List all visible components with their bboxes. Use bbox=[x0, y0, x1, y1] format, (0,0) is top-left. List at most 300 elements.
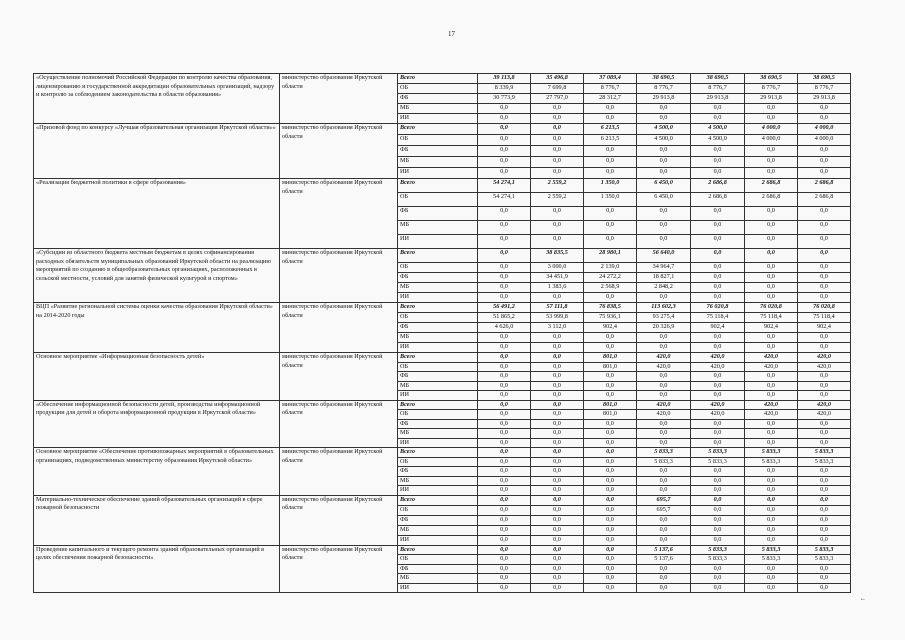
funding-source: ИИ bbox=[398, 438, 478, 448]
amount-cell: 420,0 bbox=[637, 410, 691, 420]
amount-cell: 0,0 bbox=[745, 157, 798, 168]
amount-cell: 0,0 bbox=[691, 168, 745, 179]
amount-cell: 54 274,1 bbox=[478, 179, 531, 193]
amount-cell: 6 450,0 bbox=[637, 193, 691, 207]
funding-source: ФБ bbox=[398, 323, 478, 333]
table-row bbox=[34, 353, 851, 363]
amount-cell: 57 111,8 bbox=[531, 303, 584, 313]
funding-source: ОБ bbox=[398, 410, 478, 420]
amount-cell: 0,0 bbox=[531, 583, 584, 593]
amount-cell: 75 118,4 bbox=[691, 313, 745, 323]
amount-cell: 0,0 bbox=[798, 168, 851, 179]
table-row bbox=[34, 179, 851, 193]
amount-cell: 0,0 bbox=[637, 157, 691, 168]
amount-cell: 0,0 bbox=[745, 221, 798, 235]
amount-cell: 0,0 bbox=[691, 293, 745, 303]
amount-cell: 0,0 bbox=[531, 564, 584, 574]
amount-cell: 0,0 bbox=[584, 486, 637, 496]
amount-cell: 801,0 bbox=[584, 353, 637, 363]
amount-cell: 0,0 bbox=[745, 114, 798, 124]
amount-cell: 0,0 bbox=[531, 124, 584, 135]
amount-cell: 18 827,1 bbox=[637, 273, 691, 283]
amount-cell: 0,0 bbox=[691, 157, 745, 168]
amount-cell: 0,0 bbox=[531, 235, 584, 249]
amount-cell: 6 213,5 bbox=[584, 124, 637, 135]
funding-source: ФБ bbox=[398, 94, 478, 104]
funding-source: Всего bbox=[398, 303, 478, 313]
amount-cell: 0,0 bbox=[478, 249, 531, 263]
amount-cell: 0,0 bbox=[531, 410, 584, 420]
amount-cell: 54 274,1 bbox=[478, 193, 531, 207]
amount-cell: 0,0 bbox=[798, 391, 851, 401]
amount-cell: 0,0 bbox=[745, 168, 798, 179]
funding-source: ФБ bbox=[398, 419, 478, 429]
funding-source: ОБ bbox=[398, 457, 478, 467]
amount-cell: 801,0 bbox=[584, 362, 637, 372]
amount-cell: 29 913,8 bbox=[637, 94, 691, 104]
amount-cell: 420,0 bbox=[691, 362, 745, 372]
amount-cell: 0,0 bbox=[637, 221, 691, 235]
amount-cell: 75 118,4 bbox=[798, 313, 851, 323]
amount-cell: 4 000,0 bbox=[745, 124, 798, 135]
amount-cell: 0,0 bbox=[478, 124, 531, 135]
amount-cell: 0,0 bbox=[478, 505, 531, 515]
amount-cell: 0,0 bbox=[798, 343, 851, 353]
amount-cell: 0,0 bbox=[531, 505, 584, 515]
amount-cell: 8 339,9 bbox=[478, 84, 531, 94]
amount-cell: 0,0 bbox=[478, 333, 531, 343]
executor: министерство образования Иркутской области bbox=[280, 249, 398, 303]
amount-cell: 695,7 bbox=[637, 505, 691, 515]
amount-cell: 2 686,8 bbox=[798, 193, 851, 207]
amount-cell: 0,0 bbox=[478, 273, 531, 283]
amount-cell: 5 833,3 bbox=[745, 545, 798, 555]
amount-cell: 0,0 bbox=[691, 343, 745, 353]
amount-cell: 0,0 bbox=[478, 545, 531, 555]
amount-cell: 0,0 bbox=[584, 221, 637, 235]
measure-name: «Призовой фонд по конкурсу «Лучшая образовательная организация Иркутской области»» bbox=[34, 124, 280, 179]
amount-cell: 0,0 bbox=[798, 221, 851, 235]
amount-cell: 0,0 bbox=[584, 438, 637, 448]
corner-mark: ← bbox=[860, 596, 866, 602]
amount-cell: 0,0 bbox=[691, 263, 745, 273]
amount-cell: 0,0 bbox=[637, 486, 691, 496]
executor: министерство образования Иркутской области bbox=[280, 400, 398, 448]
amount-cell: 5 833,3 bbox=[637, 457, 691, 467]
table-row bbox=[34, 74, 851, 84]
amount-cell: 0,0 bbox=[531, 381, 584, 391]
amount-cell: 0,0 bbox=[584, 157, 637, 168]
amount-cell: 420,0 bbox=[745, 410, 798, 420]
amount-cell: 20 326,9 bbox=[637, 323, 691, 333]
amount-cell: 2 559,2 bbox=[531, 179, 584, 193]
amount-cell: 5 833,3 bbox=[691, 555, 745, 565]
amount-cell: 0,0 bbox=[531, 333, 584, 343]
amount-cell: 0,0 bbox=[637, 333, 691, 343]
amount-cell: 0,0 bbox=[745, 293, 798, 303]
amount-cell: 420,0 bbox=[798, 362, 851, 372]
amount-cell: 0,0 bbox=[691, 564, 745, 574]
amount-cell: 0,0 bbox=[798, 333, 851, 343]
amount-cell: 0,0 bbox=[798, 583, 851, 593]
amount-cell: 0,0 bbox=[531, 157, 584, 168]
amount-cell: 1 350,0 bbox=[584, 179, 637, 193]
amount-cell: 0,0 bbox=[637, 146, 691, 157]
amount-cell: 2 686,8 bbox=[798, 179, 851, 193]
amount-cell: 0,0 bbox=[691, 486, 745, 496]
amount-cell: 0,0 bbox=[637, 574, 691, 584]
amount-cell: 0,0 bbox=[798, 429, 851, 439]
amount-cell: 0,0 bbox=[531, 448, 584, 458]
amount-cell: 0,0 bbox=[478, 574, 531, 584]
amount-cell: 76 020,8 bbox=[798, 303, 851, 313]
executor: министерство образования Иркутской области bbox=[280, 545, 398, 593]
amount-cell: 0,0 bbox=[691, 438, 745, 448]
amount-cell: 420,0 bbox=[691, 400, 745, 410]
amount-cell: 0,0 bbox=[798, 438, 851, 448]
amount-cell: 0,0 bbox=[745, 104, 798, 114]
executor: министерство образования Иркутской области bbox=[280, 353, 398, 401]
amount-cell: 0,0 bbox=[531, 135, 584, 146]
amount-cell: 0,0 bbox=[691, 515, 745, 525]
amount-cell: 0,0 bbox=[531, 353, 584, 363]
amount-cell: 902,4 bbox=[798, 323, 851, 333]
amount-cell: 0,0 bbox=[584, 146, 637, 157]
amount-cell: 2 568,9 bbox=[584, 283, 637, 293]
amount-cell: 0,0 bbox=[531, 545, 584, 555]
amount-cell: 0,0 bbox=[478, 362, 531, 372]
funding-source: ОБ bbox=[398, 193, 478, 207]
amount-cell: 0,0 bbox=[745, 343, 798, 353]
amount-cell: 38 690,5 bbox=[745, 74, 798, 84]
measure-name: «Осуществление полномочий Российской Федерации по контролю качества образования, лицензированию и государственной аккредитации образовательных организаций, надзору и контролю за соблюдением законодательства в области образования» bbox=[34, 74, 280, 124]
amount-cell: 0,0 bbox=[637, 525, 691, 535]
funding-source: ФБ bbox=[398, 564, 478, 574]
amount-cell: 0,0 bbox=[637, 391, 691, 401]
amount-cell: 0,0 bbox=[584, 168, 637, 179]
amount-cell: 0,0 bbox=[798, 574, 851, 584]
amount-cell: 0,0 bbox=[691, 221, 745, 235]
amount-cell: 0,0 bbox=[745, 263, 798, 273]
funding-source: МБ bbox=[398, 221, 478, 235]
amount-cell: 5 833,3 bbox=[745, 457, 798, 467]
amount-cell: 0,0 bbox=[637, 207, 691, 221]
amount-cell: 8 776,7 bbox=[798, 84, 851, 94]
funding-source: ИИ bbox=[398, 114, 478, 124]
amount-cell: 0,0 bbox=[798, 249, 851, 263]
amount-cell: 0,0 bbox=[584, 372, 637, 382]
amount-cell: 0,0 bbox=[798, 283, 851, 293]
amount-cell: 0,0 bbox=[691, 235, 745, 249]
amount-cell: 0,0 bbox=[745, 564, 798, 574]
amount-cell: 0,0 bbox=[798, 235, 851, 249]
table-row bbox=[34, 303, 851, 313]
amount-cell: 5 833,3 bbox=[745, 555, 798, 565]
amount-cell: 0,0 bbox=[531, 515, 584, 525]
amount-cell: 0,0 bbox=[798, 419, 851, 429]
funding-source: МБ bbox=[398, 157, 478, 168]
amount-cell: 24 272,2 bbox=[584, 273, 637, 283]
amount-cell: 56 491,2 bbox=[478, 303, 531, 313]
amount-cell: 0,0 bbox=[478, 391, 531, 401]
amount-cell: 0,0 bbox=[531, 293, 584, 303]
amount-cell: 0,0 bbox=[478, 495, 531, 505]
amount-cell: 420,0 bbox=[745, 353, 798, 363]
amount-cell: 0,0 bbox=[531, 495, 584, 505]
amount-cell: 0,0 bbox=[584, 495, 637, 505]
amount-cell: 0,0 bbox=[531, 146, 584, 157]
funding-source: МБ bbox=[398, 333, 478, 343]
funding-source: ОБ bbox=[398, 362, 478, 372]
amount-cell: 0,0 bbox=[745, 391, 798, 401]
amount-cell: 0,0 bbox=[584, 583, 637, 593]
amount-cell: 695,7 bbox=[637, 495, 691, 505]
amount-cell: 8 776,7 bbox=[691, 84, 745, 94]
amount-cell: 0,0 bbox=[745, 419, 798, 429]
funding-source: ФБ bbox=[398, 273, 478, 283]
funding-source: ФБ bbox=[398, 146, 478, 157]
amount-cell: 0,0 bbox=[584, 505, 637, 515]
amount-cell: 0,0 bbox=[584, 333, 637, 343]
amount-cell: 0,0 bbox=[584, 574, 637, 584]
amount-cell: 75 118,4 bbox=[745, 313, 798, 323]
amount-cell: 0,0 bbox=[584, 235, 637, 249]
amount-cell: 801,0 bbox=[584, 400, 637, 410]
amount-cell: 5 833,3 bbox=[798, 448, 851, 458]
amount-cell: 3 000,0 bbox=[531, 263, 584, 273]
funding-table bbox=[33, 73, 851, 593]
amount-cell: 0,0 bbox=[691, 419, 745, 429]
amount-cell: 5 833,3 bbox=[798, 555, 851, 565]
amount-cell: 801,0 bbox=[584, 410, 637, 420]
amount-cell: 0,0 bbox=[798, 381, 851, 391]
amount-cell: 0,0 bbox=[745, 381, 798, 391]
amount-cell: 0,0 bbox=[478, 221, 531, 235]
amount-cell: 0,0 bbox=[478, 410, 531, 420]
amount-cell: 1 350,0 bbox=[584, 193, 637, 207]
amount-cell: 0,0 bbox=[691, 467, 745, 477]
amount-cell: 0,0 bbox=[478, 283, 531, 293]
amount-cell: 0,0 bbox=[798, 495, 851, 505]
amount-cell: 0,0 bbox=[531, 429, 584, 439]
amount-cell: 0,0 bbox=[745, 467, 798, 477]
amount-cell: 0,0 bbox=[691, 381, 745, 391]
amount-cell: 56 640,0 bbox=[637, 249, 691, 263]
executor: министерство образования Иркутской области bbox=[280, 448, 398, 496]
funding-source: ИИ bbox=[398, 486, 478, 496]
amount-cell: 4 626,0 bbox=[478, 323, 531, 333]
amount-cell: 0,0 bbox=[584, 467, 637, 477]
amount-cell: 30 773,9 bbox=[478, 94, 531, 104]
amount-cell: 51 865,2 bbox=[478, 313, 531, 323]
amount-cell: 53 999,8 bbox=[531, 313, 584, 323]
amount-cell: 0,0 bbox=[798, 535, 851, 545]
funding-source: ОБ bbox=[398, 555, 478, 565]
amount-cell: 0,0 bbox=[637, 535, 691, 545]
funding-source: МБ bbox=[398, 104, 478, 114]
amount-cell: 38 690,5 bbox=[691, 74, 745, 84]
amount-cell: 0,0 bbox=[478, 457, 531, 467]
amount-cell: 0,0 bbox=[478, 114, 531, 124]
amount-cell: 0,0 bbox=[798, 372, 851, 382]
amount-cell: 0,0 bbox=[584, 114, 637, 124]
amount-cell: 902,4 bbox=[584, 323, 637, 333]
funding-source: Всего bbox=[398, 179, 478, 193]
table-row bbox=[34, 124, 851, 135]
amount-cell: 0,0 bbox=[478, 263, 531, 273]
amount-cell: 4 500,0 bbox=[637, 124, 691, 135]
amount-cell: 0,0 bbox=[478, 448, 531, 458]
amount-cell: 0,0 bbox=[745, 515, 798, 525]
funding-source: ИИ bbox=[398, 583, 478, 593]
amount-cell: 0,0 bbox=[584, 343, 637, 353]
amount-cell: 0,0 bbox=[531, 343, 584, 353]
amount-cell: 0,0 bbox=[584, 555, 637, 565]
funding-source: МБ bbox=[398, 283, 478, 293]
amount-cell: 0,0 bbox=[584, 207, 637, 221]
amount-cell: 0,0 bbox=[584, 476, 637, 486]
funding-source: Всего bbox=[398, 124, 478, 135]
amount-cell: 0,0 bbox=[478, 353, 531, 363]
amount-cell: 1 383,6 bbox=[531, 283, 584, 293]
amount-cell: 4 000,0 bbox=[745, 135, 798, 146]
amount-cell: 420,0 bbox=[745, 400, 798, 410]
amount-cell: 0,0 bbox=[691, 476, 745, 486]
amount-cell: 0,0 bbox=[584, 545, 637, 555]
amount-cell: 0,0 bbox=[745, 283, 798, 293]
executor: министерство образования Иркутской области bbox=[280, 74, 398, 124]
amount-cell: 0,0 bbox=[637, 583, 691, 593]
amount-cell: 0,0 bbox=[478, 135, 531, 146]
funding-source: МБ bbox=[398, 574, 478, 584]
amount-cell: 0,0 bbox=[798, 114, 851, 124]
amount-cell: 0,0 bbox=[584, 104, 637, 114]
amount-cell: 0,0 bbox=[584, 457, 637, 467]
measure-name: «Реализация бюджетной политики в сфере образования» bbox=[34, 179, 280, 249]
executor: министерство образования Иркутской области bbox=[280, 303, 398, 353]
amount-cell: 2 686,8 bbox=[745, 193, 798, 207]
amount-cell: 0,0 bbox=[478, 168, 531, 179]
amount-cell: 5 833,3 bbox=[637, 448, 691, 458]
executor: министерство образования Иркутской области bbox=[280, 124, 398, 179]
funding-source: ОБ bbox=[398, 313, 478, 323]
amount-cell: 0,0 bbox=[637, 168, 691, 179]
amount-cell: 0,0 bbox=[691, 429, 745, 439]
amount-cell: 0,0 bbox=[584, 515, 637, 525]
amount-cell: 0,0 bbox=[637, 372, 691, 382]
measure-name: Основное мероприятие «Обеспечение противопожарных мероприятий в образовательных организациях, подведомственных министерству образования Иркутской области» bbox=[34, 448, 280, 496]
amount-cell: 0,0 bbox=[691, 333, 745, 343]
amount-cell: 0,0 bbox=[531, 525, 584, 535]
amount-cell: 5 833,3 bbox=[798, 545, 851, 555]
table-row bbox=[34, 400, 851, 410]
amount-cell: 29 913,8 bbox=[745, 94, 798, 104]
amount-cell: 0,0 bbox=[531, 207, 584, 221]
amount-cell: 0,0 bbox=[478, 555, 531, 565]
amount-cell: 0,0 bbox=[798, 476, 851, 486]
amount-cell: 0,0 bbox=[531, 114, 584, 124]
funding-source: ОБ bbox=[398, 84, 478, 94]
amount-cell: 0,0 bbox=[745, 476, 798, 486]
funding-source: МБ bbox=[398, 381, 478, 391]
amount-cell: 28 980,1 bbox=[584, 249, 637, 263]
amount-cell: 39 113,8 bbox=[478, 74, 531, 84]
amount-cell: 420,0 bbox=[745, 362, 798, 372]
funding-source: Всего bbox=[398, 448, 478, 458]
amount-cell: 0,0 bbox=[478, 400, 531, 410]
amount-cell: 76 020,8 bbox=[745, 303, 798, 313]
amount-cell: 2 686,8 bbox=[691, 193, 745, 207]
amount-cell: 34 964,7 bbox=[637, 263, 691, 273]
amount-cell: 0,0 bbox=[478, 583, 531, 593]
amount-cell: 0,0 bbox=[745, 583, 798, 593]
amount-cell: 0,0 bbox=[531, 438, 584, 448]
amount-cell: 38 690,5 bbox=[798, 74, 851, 84]
amount-cell: 420,0 bbox=[637, 353, 691, 363]
funding-source: ИИ bbox=[398, 293, 478, 303]
amount-cell: 38 835,5 bbox=[531, 249, 584, 263]
amount-cell: 0,0 bbox=[798, 564, 851, 574]
amount-cell: 420,0 bbox=[798, 353, 851, 363]
amount-cell: 0,0 bbox=[745, 235, 798, 249]
amount-cell: 0,0 bbox=[745, 146, 798, 157]
funding-source: ФБ bbox=[398, 372, 478, 382]
amount-cell: 0,0 bbox=[745, 249, 798, 263]
amount-cell: 29 913,8 bbox=[798, 94, 851, 104]
amount-cell: 0,0 bbox=[531, 535, 584, 545]
table-row bbox=[34, 448, 851, 458]
amount-cell: 29 913,8 bbox=[691, 94, 745, 104]
amount-cell: 3 112,0 bbox=[531, 323, 584, 333]
amount-cell: 4 000,0 bbox=[798, 135, 851, 146]
amount-cell: 6 450,0 bbox=[637, 179, 691, 193]
amount-cell: 0,0 bbox=[478, 104, 531, 114]
funding-source: ИИ bbox=[398, 391, 478, 401]
amount-cell: 0,0 bbox=[691, 273, 745, 283]
amount-cell: 0,0 bbox=[798, 515, 851, 525]
amount-cell: 37 089,4 bbox=[584, 74, 637, 84]
amount-cell: 2 686,8 bbox=[691, 179, 745, 193]
amount-cell: 0,0 bbox=[691, 114, 745, 124]
funding-source: Всего bbox=[398, 545, 478, 555]
amount-cell: 28 312,7 bbox=[584, 94, 637, 104]
funding-source: Всего bbox=[398, 74, 478, 84]
amount-cell: 0,0 bbox=[637, 438, 691, 448]
amount-cell: 5 833,3 bbox=[691, 448, 745, 458]
amount-cell: 0,0 bbox=[531, 372, 584, 382]
amount-cell: 0,0 bbox=[691, 525, 745, 535]
amount-cell: 5 137,6 bbox=[637, 555, 691, 565]
amount-cell: 0,0 bbox=[691, 104, 745, 114]
amount-cell: 420,0 bbox=[637, 362, 691, 372]
executor: министерство образования Иркутской области bbox=[280, 179, 398, 249]
amount-cell: 0,0 bbox=[531, 419, 584, 429]
funding-source: МБ bbox=[398, 525, 478, 535]
funding-source: ИИ bbox=[398, 168, 478, 179]
amount-cell: 0,0 bbox=[691, 146, 745, 157]
funding-source: Всего bbox=[398, 353, 478, 363]
amount-cell: 0,0 bbox=[637, 114, 691, 124]
amount-cell: 0,0 bbox=[798, 273, 851, 283]
amount-cell: 4 500,0 bbox=[691, 124, 745, 135]
amount-cell: 0,0 bbox=[691, 249, 745, 263]
amount-cell: 0,0 bbox=[478, 146, 531, 157]
amount-cell: 420,0 bbox=[691, 353, 745, 363]
amount-cell: 0,0 bbox=[478, 343, 531, 353]
amount-cell: 0,0 bbox=[745, 505, 798, 515]
amount-cell: 420,0 bbox=[637, 400, 691, 410]
amount-cell: 0,0 bbox=[531, 391, 584, 401]
